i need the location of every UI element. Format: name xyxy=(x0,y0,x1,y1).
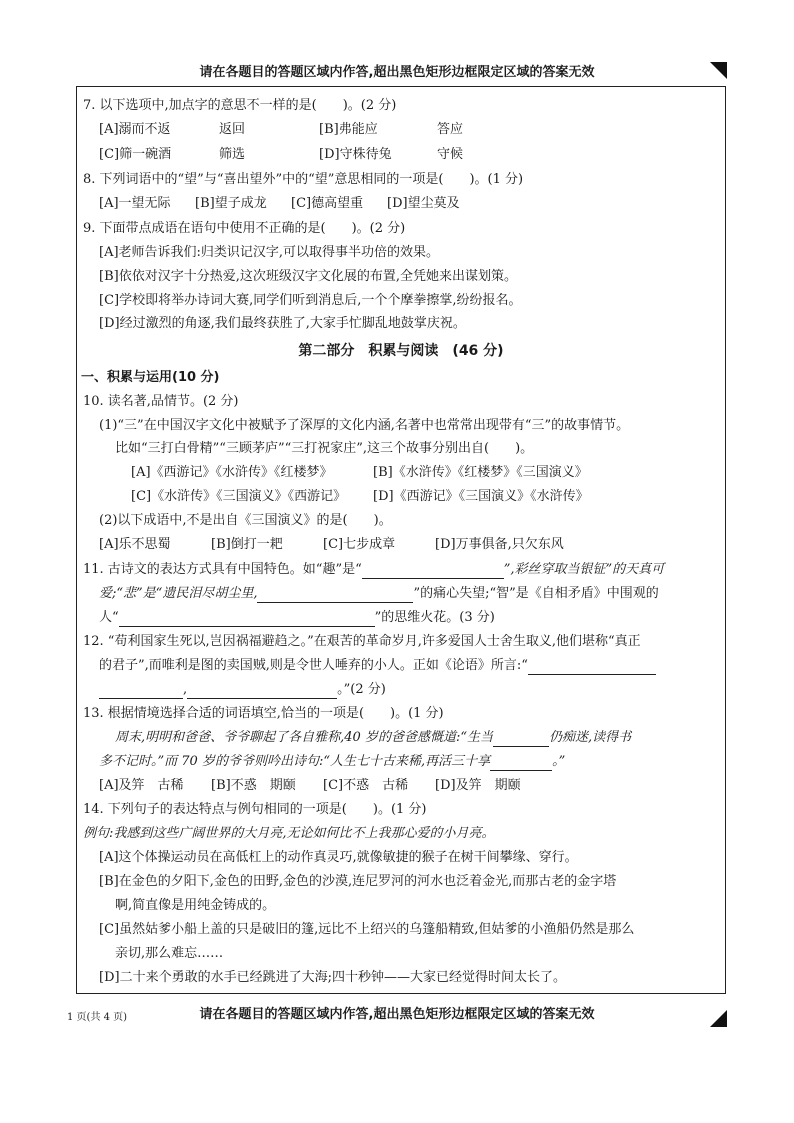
page-number: 1 页(共 4 页) xyxy=(67,1012,128,1023)
corner-mark-bottom-right xyxy=(710,1010,727,1027)
q14-example: 例句:我感到这些广阔世界的大月亮,无论如何比不上我那心爱的小月亮。 xyxy=(83,826,495,841)
q14-option-a: [A]这个体操运动员在高低杠上的动作真灵巧,就像敏捷的猴子在树干间攀缘、穿行。 xyxy=(99,850,578,865)
q8-option-c: [C]德高望重 xyxy=(291,196,364,211)
q8-option-d: [D]望尘莫及 xyxy=(387,196,460,211)
q10-part2-option-c: [C]七步成章 xyxy=(323,537,396,552)
part2-title: 第二部分 积累与阅读 (46 分) xyxy=(298,343,504,359)
q11-line3 xyxy=(99,609,495,627)
q7-option-c: [C]筛一碗酒 xyxy=(99,147,172,162)
q7-option-d: [D]守株待兔 xyxy=(319,147,392,162)
q10-part2-option-b: [B]倒打一耙 xyxy=(211,537,283,552)
q10-part1-line1: (1)“三”在中国汉字文化中被赋予了深厚的文化内涵,名著中也常常出现带有“三”的故事情节。 xyxy=(99,418,630,433)
q7-option-a: [A]溺而不返 xyxy=(99,122,171,137)
q8-stem: 8. 下列词语中的“望”与“喜出望外”中的“望”意思相同的一项是( )。(1 分) xyxy=(83,172,524,187)
q10-part2-option-a: [A]乐不思蜀 xyxy=(99,537,171,552)
q10-part2-stem: (2)以下成语中,不是出自《三国演义》的是( )。 xyxy=(99,513,392,528)
q12-blank-2[interactable] xyxy=(99,685,183,699)
q7-option-a-word: 返回 xyxy=(219,122,246,137)
q9-option-d: [D]经过激烈的角逐,我们最终获胜了,大家手忙脚乱地鼓掌庆祝。 xyxy=(99,316,466,331)
q7-option-c-word: 筛选 xyxy=(219,147,246,162)
q9-stem: 9. 下面带点成语在语句中使用不正确的是( )。(2 分) xyxy=(83,221,406,236)
q13-option-d: [D]及笄 期颐 xyxy=(435,778,521,793)
q7-options-row1 xyxy=(99,121,463,139)
q7-option-d-word: 守候 xyxy=(437,147,464,162)
q11-text-4: ”的痛心失望;“智”是《自相矛盾》中围观的 xyxy=(413,586,659,601)
q11-blank-2[interactable] xyxy=(257,589,413,603)
answer-area-content xyxy=(77,87,725,993)
q7-option-b-word: 答应 xyxy=(437,122,464,137)
q10-stem: 10. 读名著,品情节。(2 分) xyxy=(83,394,239,409)
q9-option-a: [A]老师告诉我们:归类识记汉字,可以取得事半功倍的效果。 xyxy=(99,245,440,260)
page-header: 请在各题目的答题区域内作答,超出黑色矩形边框限定区域的答案无效 xyxy=(199,65,595,80)
q14-option-c-line2: 亲切,那么难忘…… xyxy=(115,946,224,961)
q11-text-2: ”,彩丝穿取当银钲”的天真可 xyxy=(503,562,665,577)
q13-option-c: [C]不惑 古稀 xyxy=(323,778,409,793)
corner-mark-top-right xyxy=(710,62,727,79)
q13-options xyxy=(99,777,521,795)
q7-options-row2 xyxy=(99,146,463,164)
q12-text-2: , xyxy=(183,682,188,697)
q10-part1-option-a: [A]《西游记》《水浒传》《红楼梦》 xyxy=(131,465,333,480)
q10-part2-options xyxy=(99,536,564,554)
q14-option-b-line2: 啊,简直像是用纯金铸成的。 xyxy=(115,898,276,913)
q12-text-3: 。”(2 分) xyxy=(337,682,386,697)
q11-text-3: 爱;“悲”是“遗民泪尽胡尘里, xyxy=(99,586,258,601)
q11-blank-1[interactable] xyxy=(362,565,504,579)
q11-line2 xyxy=(99,585,659,603)
q9-option-c: [C]学校即将举办诗词大赛,同学们听到消息后,一个个摩拳擦掌,纷纷报名。 xyxy=(99,293,522,308)
q10-part1-option-d: [D]《西游记》《三国演义》《水浒传》 xyxy=(373,489,589,504)
q8-option-b: [B]望子成龙 xyxy=(195,196,267,211)
q13-text-4: 。” xyxy=(552,754,566,769)
q14-option-c-line1: [C]虽然姑爹小船上盖的只是破旧的篷,远比不上绍兴的乌篷船精致,但姑爹的小渔船仍然是那么 xyxy=(99,922,635,937)
q12-line1: 12. “苟利国家生死以,岂因祸福避趋之。”在艰苦的革命岁月,许多爱国人士舍生取义,他们堪称“真正 xyxy=(83,634,641,649)
q14-option-b-line1: [B]在金色的夕阳下,金色的田野,金色的沙漠,连尼罗河的河水也泛着金光,而那古老的金字塔 xyxy=(99,874,617,889)
q9-option-b: [B]依依对汉字十分热爱,这次班级汉字文化展的布置,全凭她来出谋划策。 xyxy=(99,269,517,284)
q11-text-6: ”的思维火花。(3 分) xyxy=(374,610,495,625)
q14-stem: 14. 下列句子的表达特点与例句相同的一项是( )。(1 分) xyxy=(83,802,427,817)
q10-part2-option-d: [D]万事俱备,只欠东风 xyxy=(435,537,564,552)
q7-stem: 7. 以下选项中,加点字的意思不一样的是( )。(2 分) xyxy=(83,98,397,113)
q12-blank-1[interactable] xyxy=(528,661,656,675)
q12-blank-3[interactable] xyxy=(187,685,337,699)
q11-text-5: 人“ xyxy=(99,610,119,625)
q12-text-1: 的君子”,而唯利是图的卖国贼,则是令世人唾弃的小人。正如《论语》所言:“ xyxy=(99,658,528,673)
q13-text-3: 多不记时。”而 70 岁的爷爷则吟出诗句:“人生七十古来稀,再活三十享 xyxy=(99,754,491,769)
q13-passage-line2 xyxy=(99,753,565,771)
q12-line3 xyxy=(99,681,386,699)
q13-text-1: 周末,明明和爸爸、爷爷聊起了各自雅称,40 岁的爸爸感慨道:“生当 xyxy=(115,730,493,745)
part2-section-heading: 一、积累与运用(10 分) xyxy=(81,370,220,385)
q11-blank-3[interactable] xyxy=(119,613,375,627)
q10-part1-options-row2 xyxy=(131,488,589,506)
q12-line2 xyxy=(99,657,656,675)
q13-blank-1[interactable] xyxy=(493,733,549,747)
q13-option-b: [B]不惑 期颐 xyxy=(211,778,296,793)
q14-option-d: [D]二十来个勇敢的水手已经跳进了大海;四十秒钟——大家已经觉得时间太长了。 xyxy=(99,970,566,985)
q10-part1-option-c: [C]《水浒传》《三国演义》《西游记》 xyxy=(131,489,347,504)
q8-option-a: [A]一望无际 xyxy=(99,196,171,211)
q13-blank-2[interactable] xyxy=(490,757,552,771)
q11-line1 xyxy=(83,561,664,579)
page-footer-notice: 请在各题目的答题区域内作答,超出黑色矩形边框限定区域的答案无效 xyxy=(199,1007,595,1022)
q10-part1-line2: 比如“三打白骨精”“三顾茅庐”“三打祝家庄”,这三个故事分别出自( )。 xyxy=(115,441,534,456)
q13-passage-line1 xyxy=(115,729,631,747)
q11-text-1: 11. 古诗文的表达方式具有中国特色。如“趣”是“ xyxy=(83,562,362,577)
q8-options xyxy=(99,195,460,213)
q13-stem: 13. 根据情境选择合适的词语填空,恰当的一项是( )。(1 分) xyxy=(83,706,444,721)
q13-text-2: 仍痴迷,读得书 xyxy=(548,730,632,745)
q10-part1-option-b: [B]《水浒传》《红楼梦》《三国演义》 xyxy=(373,465,588,480)
answer-area-frame xyxy=(76,86,726,994)
q13-option-a: [A]及笄 古稀 xyxy=(99,778,184,793)
q10-part1-options-row1 xyxy=(131,464,588,482)
q7-option-b: [B]弗能应 xyxy=(319,122,378,137)
